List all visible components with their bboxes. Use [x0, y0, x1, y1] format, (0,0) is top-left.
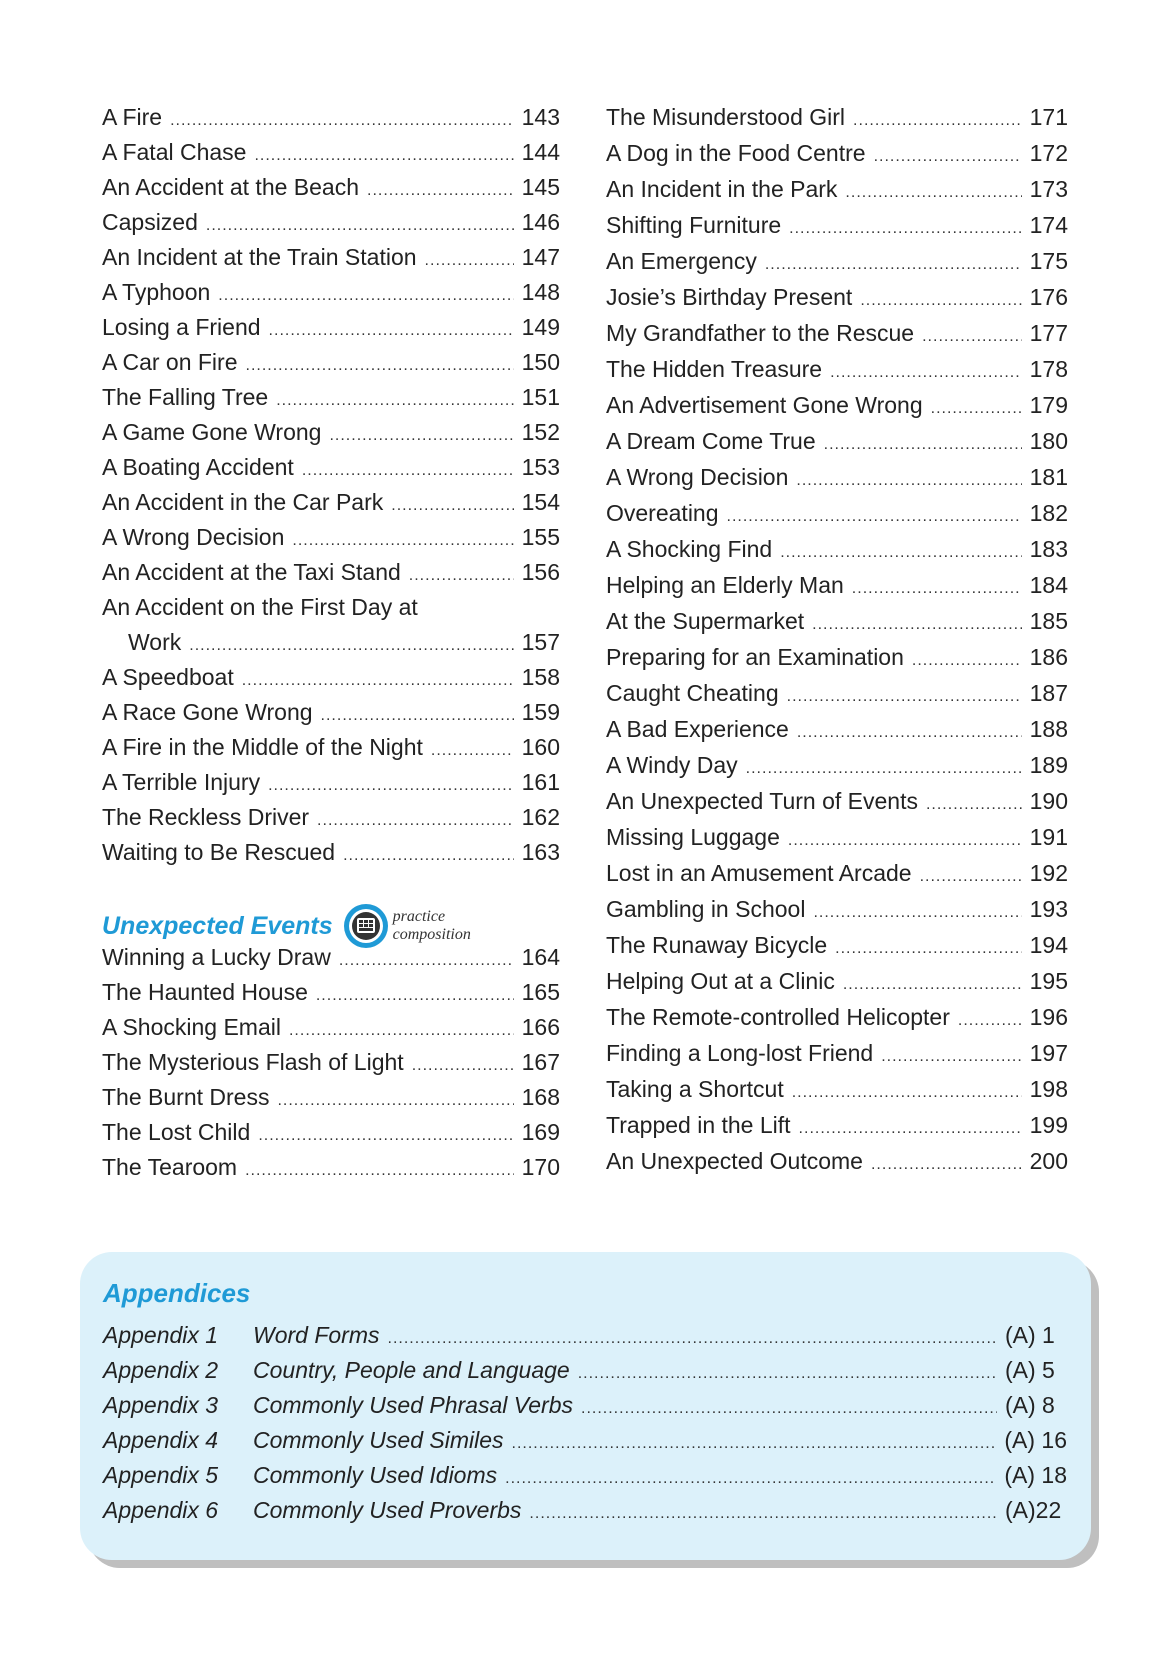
appendix-title: Word Forms: [253, 1322, 380, 1348]
entry-page: 157: [521, 629, 560, 655]
appendix-label: Appendix 6: [103, 1497, 219, 1523]
toc-entry[interactable]: [102, 452, 560, 486]
entry-page: 179: [1029, 392, 1068, 418]
entry-page: 166: [521, 1014, 560, 1040]
entry-title: The Burnt Dress: [102, 1084, 270, 1110]
entry-page: 186: [1029, 644, 1068, 670]
entry-page: 152: [521, 419, 560, 445]
leader-dots: [958, 1006, 1022, 1036]
entry-title: Missing Luggage: [606, 824, 780, 850]
entry-title: A Shocking Find: [606, 536, 773, 562]
entry-page: 191: [1029, 824, 1068, 850]
leader-dots: [797, 718, 1022, 748]
entry-page: 167: [521, 1049, 560, 1075]
leader-dots: [254, 141, 513, 171]
entry-page: 188: [1029, 716, 1068, 742]
entry-page: 175: [1029, 248, 1068, 274]
entry-title: An Accident at the Beach: [102, 174, 360, 200]
entry-page: 153: [521, 454, 560, 480]
leader-dots: [246, 351, 514, 381]
entry-page: 155: [521, 524, 560, 550]
leader-dots: [329, 421, 513, 451]
entry-page: 193: [1029, 896, 1068, 922]
entry-title: A Windy Day: [606, 752, 738, 778]
leader-dots: [276, 386, 513, 416]
appendix-label: Appendix 1: [103, 1322, 219, 1348]
entry-page: 199: [1029, 1112, 1068, 1138]
toc-entry[interactable]: [102, 1012, 560, 1046]
leader-dots: [792, 1078, 1022, 1108]
toc-entry[interactable]: [102, 1117, 560, 1151]
toc-entry[interactable]: [102, 1047, 560, 1081]
leader-dots: [813, 898, 1021, 928]
leader-dots: [245, 1156, 514, 1186]
leader-dots: [835, 934, 1021, 964]
entry-title: The Remote-controlled Helicopter: [606, 1004, 950, 1030]
entry-page: 173: [1029, 176, 1068, 202]
leader-dots: [321, 701, 514, 731]
toc-entry[interactable]: [102, 207, 560, 241]
entry-page: 146: [521, 209, 560, 235]
entry-title: An Advertisement Gone Wrong: [606, 392, 923, 418]
entry-title: An Accident on the First Day at: [102, 594, 418, 620]
entry-title: A Fatal Chase: [102, 139, 247, 165]
entry-title: A Car on Fire: [102, 349, 238, 375]
appendix-entry[interactable]: [103, 1425, 1067, 1459]
toc-entry[interactable]: [606, 750, 1068, 784]
leader-dots: [799, 1114, 1022, 1144]
toc-entry[interactable]: [606, 102, 1068, 136]
entry-page: 200: [1029, 1148, 1068, 1174]
toc-entry[interactable]: [606, 1146, 1068, 1180]
toc-entry[interactable]: [102, 277, 560, 311]
toc-entry[interactable]: [606, 210, 1068, 244]
appendix-page: (A) 18: [1004, 1462, 1067, 1488]
entry-title: A Terrible Injury: [102, 769, 261, 795]
leader-dots: [388, 1324, 998, 1354]
toc-entry[interactable]: [606, 462, 1068, 496]
entry-title: A Boating Accident: [102, 454, 294, 480]
entry-title: An Accident at the Taxi Stand: [102, 559, 401, 585]
toc-entry[interactable]: [102, 487, 560, 521]
entry-page: 171: [1029, 104, 1068, 130]
toc-entry[interactable]: [102, 1082, 560, 1116]
entry-title: The Misunderstood Girl: [606, 104, 846, 130]
entry-page: 181: [1029, 464, 1068, 490]
entry-title: A Game Gone Wrong: [102, 419, 322, 445]
entry-title: Capsized: [102, 209, 198, 235]
leader-dots: [789, 214, 1021, 244]
toc-entry[interactable]: [102, 697, 560, 731]
leader-dots: [843, 970, 1022, 1000]
entry-page: 170: [521, 1154, 560, 1180]
toc-entry[interactable]: [102, 662, 560, 696]
leader-dots: [277, 1086, 513, 1116]
toc-entry[interactable]: [606, 570, 1068, 604]
toc-entry[interactable]: [102, 977, 560, 1011]
entry-page: 195: [1029, 968, 1068, 994]
entry-page: 180: [1029, 428, 1068, 454]
entry-title: The Mysterious Flash of Light: [102, 1049, 404, 1075]
appendix-page: (A) 8: [1005, 1392, 1055, 1418]
entry-page: 162: [521, 804, 560, 830]
leader-dots: [788, 826, 1022, 856]
leader-dots: [922, 322, 1022, 352]
leader-dots: [824, 430, 1022, 460]
badge-line-1: practice: [392, 908, 446, 925]
toc-entry[interactable]: [102, 242, 560, 276]
entry-title: Helping an Elderly Man: [606, 572, 844, 598]
toc-entry[interactable]: [102, 172, 560, 206]
entry-page: 172: [1029, 140, 1068, 166]
toc-entry[interactable]: [606, 174, 1068, 208]
appendices-heading: Appendices: [103, 1278, 251, 1308]
appendix-title: Commonly Used Idioms: [253, 1462, 498, 1488]
toc-entry[interactable]: [606, 498, 1068, 532]
leader-dots: [931, 394, 1022, 424]
leader-dots: [343, 841, 514, 871]
leader-dots: [218, 281, 513, 311]
toc-entry-continuation[interactable]: [102, 627, 560, 661]
entry-page: 190: [1029, 788, 1068, 814]
entry-page: 165: [521, 979, 560, 1005]
leader-dots: [796, 466, 1021, 496]
leader-dots: [189, 631, 513, 661]
leader-dots: [269, 316, 514, 346]
toc-entry[interactable]: [606, 354, 1068, 388]
entry-title: At the Supermarket: [606, 608, 805, 634]
entry-page: 145: [521, 174, 560, 200]
entry-title: Helping Out at a Clinic: [606, 968, 835, 994]
entry-page: 197: [1029, 1040, 1068, 1066]
appendix-title: Commonly Used Similes: [253, 1427, 504, 1453]
leader-dots: [512, 1429, 997, 1459]
toc-entry[interactable]: [606, 930, 1068, 964]
toc-entry[interactable]: [606, 282, 1068, 316]
appendix-title: Country, People and Language: [253, 1357, 570, 1383]
toc-entry[interactable]: [606, 642, 1068, 676]
entry-title: A Dog in the Food Centre: [606, 140, 866, 166]
entry-page: 151: [521, 384, 560, 410]
toc-entry[interactable]: [102, 522, 560, 556]
toc-entry[interactable]: [102, 347, 560, 381]
entry-title: A Speedboat: [102, 664, 234, 690]
appendix-page: (A) 5: [1005, 1357, 1055, 1383]
toc-entry[interactable]: [606, 786, 1068, 820]
toc-entry[interactable]: [606, 714, 1068, 748]
entry-title: A Bad Experience: [606, 716, 789, 742]
appendix-label: Appendix 5: [103, 1462, 219, 1488]
entry-title: A Shocking Email: [102, 1014, 281, 1040]
leader-dots: [302, 456, 514, 486]
toc-entry[interactable]: [102, 1152, 560, 1186]
entry-page: 144: [521, 139, 560, 165]
appendix-title: Commonly Used Proverbs: [253, 1497, 522, 1523]
toc-entry[interactable]: [606, 1074, 1068, 1108]
leader-dots: [765, 250, 1022, 280]
leader-dots: [853, 106, 1022, 136]
entry-title: Trapped in the Lift: [606, 1112, 791, 1138]
entry-page: 198: [1029, 1076, 1068, 1102]
toc-entry[interactable]: [102, 557, 560, 591]
leader-dots: [871, 1150, 1022, 1180]
leader-dots: [845, 178, 1021, 208]
toc-entry[interactable]: [606, 318, 1068, 352]
appendix-page: (A)22: [1005, 1497, 1062, 1523]
leader-dots: [289, 1016, 514, 1046]
appendix-page: (A) 1: [1005, 1322, 1055, 1348]
entry-title: Preparing for an Examination: [606, 644, 904, 670]
entry-page: 182: [1029, 500, 1068, 526]
entry-title: An Incident in the Park: [606, 176, 838, 202]
entry-page: 194: [1029, 932, 1068, 958]
toc-entry[interactable]: [606, 426, 1068, 460]
section-title: Unexpected Events: [102, 911, 333, 940]
leader-dots: [339, 946, 514, 976]
entry-title: The Haunted House: [102, 979, 308, 1005]
toc-entry[interactable]: [102, 137, 560, 171]
entry-title: An Unexpected Outcome: [606, 1148, 863, 1174]
toc-entry[interactable]: [606, 966, 1068, 1000]
entry-title: A Fire: [102, 104, 163, 130]
entry-title: Losing a Friend: [102, 314, 261, 340]
appendix-label: Appendix 2: [103, 1357, 219, 1383]
practice-composition-label: [393, 908, 471, 944]
toc-entry[interactable]: [102, 382, 560, 416]
toc-entry[interactable]: [102, 942, 560, 976]
entry-page: 154: [521, 489, 560, 515]
toc-entry[interactable]: [102, 102, 560, 136]
appendix-label: Appendix 4: [103, 1427, 219, 1453]
appendix-entry[interactable]: [103, 1390, 1067, 1424]
entry-page: 148: [521, 279, 560, 305]
leader-dots: [268, 771, 514, 801]
toc-entry[interactable]: [102, 837, 560, 871]
leader-dots: [912, 646, 1022, 676]
appendix-title: Commonly Used Phrasal Verbs: [253, 1392, 573, 1418]
entry-page: 176: [1029, 284, 1068, 310]
entry-page: 169: [521, 1119, 560, 1145]
entry-title: Overeating: [606, 500, 719, 526]
entry-title: A Wrong Decision: [606, 464, 789, 490]
entry-title: The Hidden Treasure: [606, 356, 823, 382]
entry-page: 196: [1029, 1004, 1068, 1030]
toc-entry[interactable]: [606, 858, 1068, 892]
toc-entry[interactable]: [606, 678, 1068, 712]
leader-dots: [926, 790, 1022, 820]
appendix-entry[interactable]: [103, 1320, 1067, 1354]
entry-title: Lost in an Amusement Arcade: [606, 860, 912, 886]
entry-title: A Typhoon: [102, 279, 211, 305]
toc-entry[interactable]: [606, 534, 1068, 568]
leader-dots: [920, 862, 1022, 892]
leader-dots: [746, 754, 1022, 784]
leader-dots: [830, 358, 1022, 388]
entry-title: Finding a Long-lost Friend: [606, 1040, 874, 1066]
entry-title: Waiting to Be Rescued: [102, 839, 336, 865]
leader-dots: [170, 106, 514, 136]
toc-entry[interactable]: [606, 1038, 1068, 1072]
leader-dots: [852, 574, 1022, 604]
leader-dots: [317, 806, 514, 836]
entry-page: 168: [521, 1084, 560, 1110]
toc-entry[interactable]: [102, 767, 560, 801]
leader-dots: [874, 142, 1022, 172]
entry-title: My Grandfather to the Rescue: [606, 320, 915, 346]
toc-entry[interactable]: [606, 894, 1068, 928]
leader-dots: [881, 1042, 1021, 1072]
entry-page: 158: [521, 664, 560, 690]
leader-dots: [860, 286, 1021, 316]
entry-title: The Falling Tree: [102, 384, 269, 410]
entry-title-continuation: Work: [128, 629, 182, 655]
appendix-label: Appendix 3: [103, 1392, 219, 1418]
entry-title: A Fire in the Middle of the Night: [102, 734, 423, 760]
leader-dots: [727, 502, 1022, 532]
entry-title: Caught Cheating: [606, 680, 779, 706]
leader-dots: [505, 1464, 996, 1494]
entry-page: 159: [521, 699, 560, 725]
leader-dots: [787, 682, 1022, 712]
entry-page: 149: [521, 314, 560, 340]
entry-title: Josie’s Birthday Present: [606, 284, 853, 310]
leader-dots: [412, 1051, 514, 1081]
entry-title: A Wrong Decision: [102, 524, 285, 550]
leader-dots: [581, 1394, 997, 1424]
toc-entry[interactable]: [102, 417, 560, 451]
entry-page: 143: [521, 104, 560, 130]
entry-title: The Tearoom: [102, 1154, 238, 1180]
entry-title: The Runaway Bicycle: [606, 932, 828, 958]
toc-entry[interactable]: [606, 822, 1068, 856]
toc-entry[interactable]: [606, 138, 1068, 172]
entry-page: 184: [1029, 572, 1068, 598]
entry-title: Taking a Shortcut: [606, 1076, 784, 1102]
entry-title: A Dream Come True: [606, 428, 816, 454]
appendix-page: (A) 16: [1004, 1427, 1067, 1453]
toc-entry-first-line[interactable]: [102, 592, 560, 622]
entry-page: 161: [521, 769, 560, 795]
entry-page: 156: [521, 559, 560, 585]
appendices-box: [80, 1252, 1091, 1560]
leader-dots: [316, 981, 514, 1011]
leader-dots: [529, 1499, 997, 1529]
leader-dots: [780, 538, 1021, 568]
appendix-entry[interactable]: [103, 1460, 1067, 1494]
leader-dots: [242, 666, 514, 696]
leader-dots: [425, 246, 514, 276]
entry-page: 164: [521, 944, 560, 970]
toc-entry[interactable]: [102, 802, 560, 836]
appendix-entry[interactable]: [103, 1495, 1067, 1529]
entry-page: 163: [521, 839, 560, 865]
toc-entry[interactable]: [102, 312, 560, 346]
leader-dots: [258, 1121, 513, 1151]
badge-line-2: composition: [392, 926, 471, 943]
entry-title: The Lost Child: [102, 1119, 251, 1145]
leader-dots: [206, 211, 514, 241]
toc-entry[interactable]: [102, 732, 560, 766]
entry-page: 189: [1029, 752, 1068, 778]
leader-dots: [409, 561, 514, 591]
leader-dots: [578, 1359, 997, 1389]
entry-title: An Emergency: [606, 248, 757, 274]
entry-page: 177: [1029, 320, 1068, 346]
entry-title: An Accident in the Car Park: [102, 489, 384, 515]
toc-entry[interactable]: [606, 246, 1068, 280]
leader-dots: [391, 491, 513, 521]
entry-title: An Incident at the Train Station: [102, 244, 417, 270]
entry-page: 150: [521, 349, 560, 375]
leader-dots: [292, 526, 513, 556]
entry-page: 192: [1029, 860, 1068, 886]
entry-page: 185: [1029, 608, 1068, 634]
entry-page: 183: [1029, 536, 1068, 562]
entry-page: 187: [1029, 680, 1068, 706]
entry-page: 160: [521, 734, 560, 760]
toc-entry[interactable]: [606, 606, 1068, 640]
entry-title: An Unexpected Turn of Events: [606, 788, 918, 814]
entry-title: A Race Gone Wrong: [102, 699, 313, 725]
entry-page: 147: [521, 244, 560, 270]
toc-entry[interactable]: [606, 1002, 1068, 1036]
leader-dots: [431, 736, 514, 766]
entry-title: Gambling in School: [606, 896, 806, 922]
toc-entry[interactable]: [606, 1110, 1068, 1144]
entry-title: Winning a Lucky Draw: [102, 944, 331, 970]
leader-dots: [367, 176, 514, 206]
appendix-entry[interactable]: [103, 1355, 1067, 1389]
toc-entry[interactable]: [606, 390, 1068, 424]
leader-dots: [812, 610, 1021, 640]
entry-page: 174: [1029, 212, 1068, 238]
entry-title: The Reckless Driver: [102, 804, 310, 830]
entry-page: 178: [1029, 356, 1068, 382]
entry-title: Shifting Furniture: [606, 212, 782, 238]
